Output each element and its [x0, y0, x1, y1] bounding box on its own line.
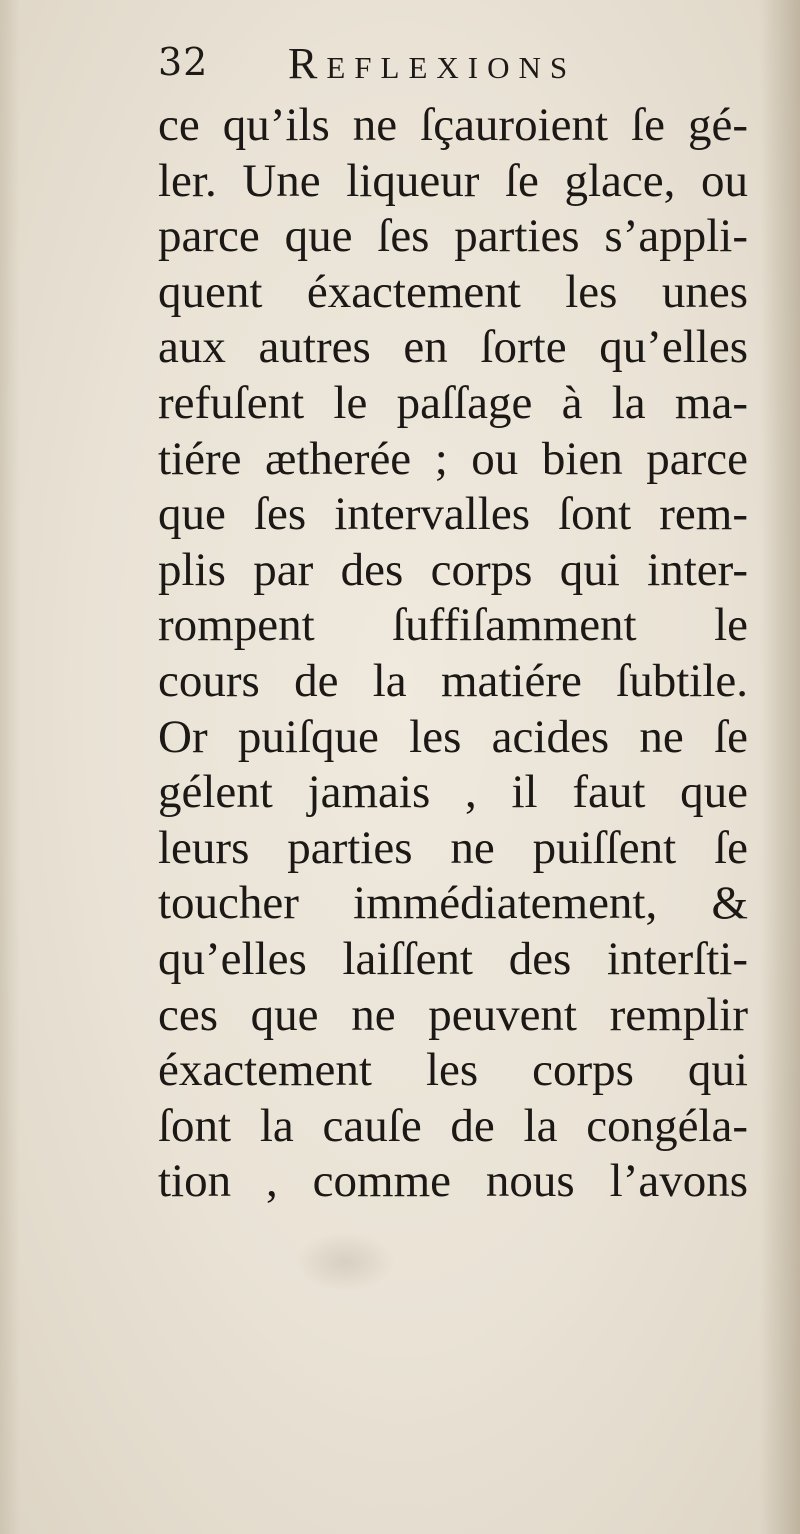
page-number: 32 [158, 40, 209, 84]
text-line: ſont la cauſe de la congéla- [158, 1099, 748, 1152]
running-title: Reflexions [288, 39, 577, 88]
text-line: quent éxactement les unes [158, 265, 748, 318]
body-text [158, 98, 748, 1210]
gutter-shadow [760, 0, 800, 1534]
text-line: cours de la matiére ſubtile. [158, 654, 748, 707]
text-line: leurs parties ne puiſſent ſe [158, 821, 748, 874]
text-line: éxactement les corps qui [158, 1044, 748, 1097]
text-line: toucher immédiatement, & [158, 877, 748, 930]
text-line: aux autres en ſorte qu’elles [158, 321, 748, 374]
text-line: ce qu’ils ne ſçauroient ſe gé- [158, 99, 748, 151]
text-line: gélent jamais , il faut que [158, 766, 748, 819]
paper-smudge [295, 1232, 395, 1292]
page-left-edge [0, 0, 20, 1534]
text-line: plis par des corps qui inter- [158, 543, 748, 596]
text-line: que ſes intervalles ſont rem- [158, 488, 748, 541]
text-line: tion , comme nous l’avons [158, 1155, 748, 1208]
text-line: tiére ætherée ; ou bien parce [158, 432, 748, 485]
text-line: parce que ſes parties s’appli- [158, 210, 748, 263]
text-line: refuſent le paſſage à la ma- [158, 376, 748, 429]
text-line: ces que ne peuvent remplir [158, 988, 748, 1041]
text-line: Or puiſque les acides ne ſe [158, 710, 748, 763]
text-line: ler. Une liqueur ſe glace, ou [158, 154, 748, 207]
page-header [158, 38, 718, 94]
text-line: qu’elles laiſſent des interſti- [158, 932, 748, 985]
text-line: rompent ſuffiſamment le [158, 599, 748, 652]
